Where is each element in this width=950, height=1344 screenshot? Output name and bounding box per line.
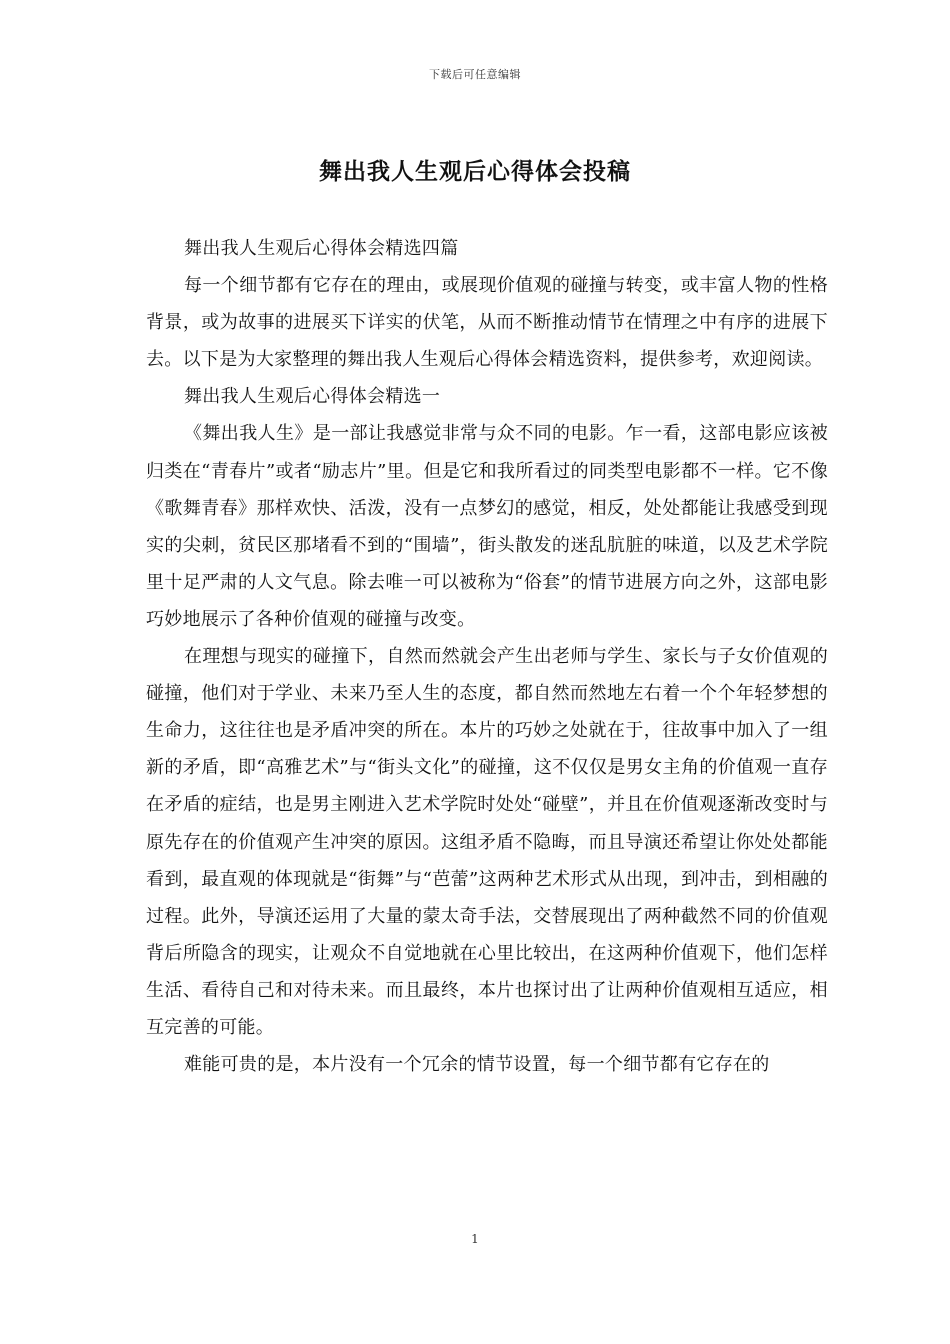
- document-body: [146, 230, 828, 1083]
- document-title: 舞出我人生观后心得体会投稿: [319, 158, 631, 185]
- intro-heading: 舞出我人生观后心得体会精选四篇: [184, 238, 459, 259]
- intro-paragraph: 每一个细节都有它存在的理由，或展现价值观的碰撞与转变，或丰富人物的性格背景，或为故事的进展买下详实的伏笔，从而不断推动情节在情理之中有序的进展下去。以下是为大家整理的舞出我人生观后心得体会精选资料，提供参考，欢迎阅读。: [146, 275, 828, 371]
- header-note: 下载后可任意编辑: [429, 68, 521, 81]
- page-number: 1: [471, 1232, 479, 1246]
- section-heading-1: 舞出我人生观后心得体会精选一: [184, 386, 441, 408]
- body-paragraph-2: 在理想与现实的碰撞下，自然而然就会产生出老师与学生、家长与子女价值观的碰撞，他们对于学业、未来乃至人生的态度，都自然而然地左右着一个个年轻梦想的生命力，这往往也是矛盾冲突的所在。本片的巧妙之处就在于，往故事中加入了一组新的矛盾，即“高雅艺术”与“街头文化”的碰撞，这不仅仅是男女主角的价值观一直存在矛盾的症结，也是男主刚进入艺术学院时处处“碰壁”，并且在价值观逐渐改变时与原先存在的价值观产生冲突的原因。这组矛盾不隐晦，而且导演还希望让你处处都能看到，最直观的体现就是“街舞”与“芭蕾”这两种艺术形式从出现，到冲击，到相融的过程。此外，导演还运用了大量的蒙太奇手法，交替展现出了两种截然不同的价值观背后所隐含的现实，让观众不自觉地就在心里比较出，在这两种价值观下，他们怎样生活、看待自己和对待未来。而且最终，本片也探讨出了让两种价值观相互适应，相互完善的可能。: [146, 646, 828, 1038]
- body-paragraph-1: 《舞出我人生》是一部让我感觉非常与众不同的电影。乍一看，这部电影应该被归类在“青春片”或者“励志片”里。但是它和我所看过的同类型电影都不一样。它不像《歌舞青春》那样欢快、活泼，没有一点梦幻的感觉，相反，处处都能让我感受到现实的尖刺，贫民区那堵看不到的“围墙”，街头散发的迷乱肮脏的味道，以及艺术学院里十足严肃的人文气息。除去唯一可以被称为“俗套”的情节进展方向之外，这部电影巧妙地展示了各种价值观的碰撞与改变。: [146, 423, 828, 630]
- body-paragraph-3: 难能可贵的是，本片没有一个冗余的情节设置，每一个细节都有它存在的: [184, 1054, 770, 1076]
